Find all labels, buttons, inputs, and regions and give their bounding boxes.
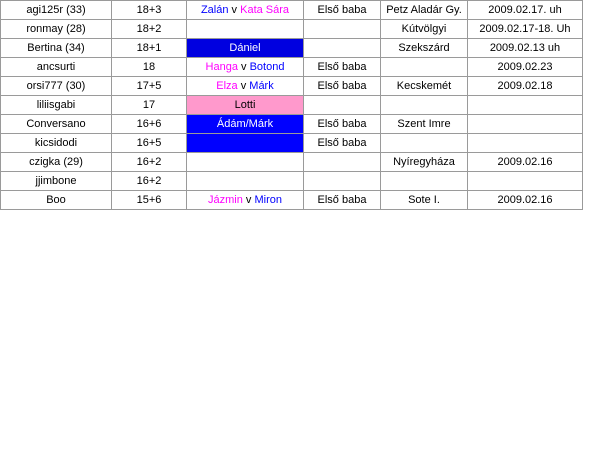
cell-date[interactable]: 2009.02.16: [468, 191, 583, 210]
cell-hospital[interactable]: Sote I.: [381, 191, 468, 210]
cell-week[interactable]: 18+2: [112, 20, 187, 39]
cell-user[interactable]: Boo: [1, 191, 112, 210]
cell-baby-name[interactable]: [187, 153, 304, 172]
cell-week[interactable]: 16+5: [112, 134, 187, 153]
cell-date[interactable]: [468, 134, 583, 153]
cell-user[interactable]: czigka (29): [1, 153, 112, 172]
cell-hospital[interactable]: [381, 172, 468, 191]
cell-baby-name[interactable]: [187, 77, 304, 96]
name-part: Márk: [249, 80, 274, 92]
cell-date[interactable]: [468, 96, 583, 115]
data-table: [0, 0, 583, 210]
cell-week[interactable]: 16+2: [112, 172, 187, 191]
cell-user[interactable]: orsi777 (30): [1, 77, 112, 96]
cell-baby-name[interactable]: [187, 1, 304, 20]
cell-date[interactable]: 2009.02.16: [468, 153, 583, 172]
name-part: v: [228, 4, 241, 16]
cell-baby-name[interactable]: [187, 115, 304, 134]
table-row: [1, 39, 583, 58]
table-row: [1, 172, 583, 191]
cell-week[interactable]: 17+5: [112, 77, 187, 96]
cell-first-baby[interactable]: Első baba: [304, 134, 381, 153]
name-part: Botond: [249, 61, 285, 73]
table-row: [1, 191, 583, 210]
cell-hospital[interactable]: [381, 134, 468, 153]
cell-week[interactable]: 18: [112, 58, 187, 77]
name-part: v: [237, 61, 250, 73]
cell-first-baby[interactable]: [304, 96, 381, 115]
cell-first-baby[interactable]: Első baba: [304, 191, 381, 210]
cell-date[interactable]: 2009.02.13 uh: [468, 39, 583, 58]
cell-baby-name[interactable]: [187, 20, 304, 39]
cell-hospital[interactable]: Petz Aladár Gy.: [381, 1, 468, 20]
cell-hospital[interactable]: Szekszárd: [381, 39, 468, 58]
cell-user[interactable]: Bertina (34): [1, 39, 112, 58]
cell-user[interactable]: liliisgabi: [1, 96, 112, 115]
name-part: Jázmin: [208, 194, 243, 206]
cell-first-baby[interactable]: Első baba: [304, 1, 381, 20]
cell-date[interactable]: 2009.02.17-18. Uh: [468, 20, 583, 39]
name-part: Kata Sára: [240, 4, 290, 16]
cell-hospital[interactable]: Kecskemét: [381, 77, 468, 96]
cell-first-baby[interactable]: [304, 39, 381, 58]
cell-date[interactable]: 2009.02.23: [468, 58, 583, 77]
cell-user[interactable]: ronmay (28): [1, 20, 112, 39]
table-row: [1, 1, 583, 20]
name-part: Dániel: [229, 42, 261, 54]
cell-week[interactable]: 16+6: [112, 115, 187, 134]
cell-hospital[interactable]: [381, 96, 468, 115]
cell-user[interactable]: agi125r (33): [1, 1, 112, 20]
cell-user[interactable]: Conversano: [1, 115, 112, 134]
cell-baby-name[interactable]: [187, 134, 304, 153]
name-part: Elza: [216, 80, 238, 92]
cell-date[interactable]: [468, 172, 583, 191]
name-part: Ádám/Márk: [216, 118, 274, 130]
table-row: [1, 96, 583, 115]
cell-user[interactable]: ancsurti: [1, 58, 112, 77]
cell-baby-name[interactable]: [187, 191, 304, 210]
cell-first-baby[interactable]: Első baba: [304, 115, 381, 134]
cell-date[interactable]: [468, 115, 583, 134]
cell-week[interactable]: 16+2: [112, 153, 187, 172]
name-part: v: [242, 194, 255, 206]
cell-week[interactable]: 15+6: [112, 191, 187, 210]
cell-baby-name[interactable]: [187, 96, 304, 115]
cell-hospital[interactable]: Kútvölgyi: [381, 20, 468, 39]
cell-date[interactable]: 2009.02.17. uh: [468, 1, 583, 20]
name-part: v: [237, 80, 250, 92]
table-row: [1, 134, 583, 153]
cell-first-baby[interactable]: Első baba: [304, 77, 381, 96]
cell-date[interactable]: 2009.02.18: [468, 77, 583, 96]
cell-baby-name[interactable]: [187, 58, 304, 77]
cell-week[interactable]: 18+1: [112, 39, 187, 58]
table-row: [1, 58, 583, 77]
cell-user[interactable]: jjimbone: [1, 172, 112, 191]
name-part: Lotti: [234, 99, 256, 111]
spreadsheet-region: [0, 0, 583, 210]
table-row: [1, 20, 583, 39]
name-part: Zalán: [200, 4, 229, 16]
cell-hospital[interactable]: Nyíregyháza: [381, 153, 468, 172]
table-row: [1, 153, 583, 172]
cell-first-baby[interactable]: [304, 153, 381, 172]
cell-first-baby[interactable]: [304, 20, 381, 39]
cell-first-baby[interactable]: [304, 172, 381, 191]
cell-week[interactable]: 17: [112, 96, 187, 115]
cell-user[interactable]: kicsidodi: [1, 134, 112, 153]
name-part: Miron: [254, 194, 282, 206]
cell-hospital[interactable]: [381, 58, 468, 77]
table-row: [1, 115, 583, 134]
cell-first-baby[interactable]: Első baba: [304, 58, 381, 77]
cell-hospital[interactable]: Szent Imre: [381, 115, 468, 134]
table-row: [1, 77, 583, 96]
cell-week[interactable]: 18+3: [112, 1, 187, 20]
cell-baby-name[interactable]: [187, 172, 304, 191]
name-part: Hanga: [205, 61, 238, 73]
cell-baby-name[interactable]: [187, 39, 304, 58]
table-body: [1, 1, 583, 210]
